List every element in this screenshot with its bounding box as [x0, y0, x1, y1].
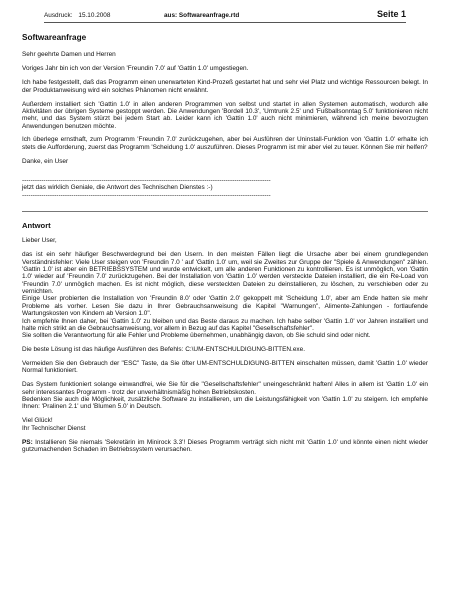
- ps-label: PS:: [22, 438, 33, 446]
- request-greeting: Sehr geehrte Damen und Herren: [22, 51, 116, 59]
- answer-paragraph: Das System funktioniert solange einwandfrei, wie Sie für die "Gesellschaftsfehler" uneingeschränkt haften! Alles in allem ist 'Gattin 1.0' ein sehr interessantes Programm - trotz der unverhältnismäßig hohen Betriebskosten. Bedenken Sie auch die Möglichkeit, zusätzliche Software zu installieren, um die Leistungsfähigkeit von 'Gattin 1.0' zu steigern. Ich empfehle Ihnen: 'Pralinen 2.1' und 'Blumen 5.0' in Deutsch.: [22, 381, 428, 411]
- request-paragraph: Ich überlege ernsthaft, zum Programm 'Freundin 7.0' zurückzugehen, aber bei Ausführen der Uninstall-Funktion von 'Gattin 1.0' erhalte ich stets die Aufforderung, zuerst das Programm 'Scheidung 1.0' auszuführen. Dieses Programm ist mir aber viel zu teuer. Können Sie mir helfen?: [22, 136, 428, 151]
- request-quote: jetzt das wirklich Geniale, die Antwort des Technischen Dienstes :-): [22, 184, 213, 192]
- request-paragraph: Ich habe festgestellt, daß das Programm einen unerwarteten Kind-Prozeß gestartet hat und sehr viel Platz und wichtige Ressourcen belegt. In der Produktanweisung wird ein solches Phänomen nicht erwähnt.: [22, 79, 428, 94]
- print-info: [44, 12, 110, 19]
- dash-line-top: --------------------------------------------------------------------------------------------------------------------: [22, 177, 271, 185]
- section-separator: [22, 211, 428, 212]
- request-paragraph: Außerdem installiert sich 'Gattin 1.0' in allen anderen Programmen von selbst und startet in allen Systemen automatisch, wodurch alle Aktivitäten der übrigen Systeme gestoppt werden. Die Anwendungen 'Bordell 10.3', 'Umtrunk 2.5' und 'Fußballsonntag 5.0' funktionieren nicht mehr, und das System stürzt bei jedem Start ab. Leider kann ich 'Gattin 1.0' auch nicht minimieren, während ich meine bevorzugten Anwendungen benutzen möchte.: [22, 100, 428, 130]
- postscript: [22, 439, 428, 454]
- print-label: Ausdruck:: [44, 12, 73, 19]
- request-paragraphs: [22, 65, 428, 165]
- print-date: 15.10.2008: [78, 12, 111, 19]
- header-rule: [44, 22, 406, 23]
- request-paragraph: Danke, ein User: [22, 157, 69, 165]
- answer-greeting: Lieber User,: [22, 237, 57, 245]
- answer-paragraph: Die beste Lösung ist das häufige Ausführen des Befehls: C:\UM-ENTSCHULDIGUNG-BITTEN.exe.: [22, 346, 306, 354]
- document-body: [22, 30, 428, 460]
- page-number: Seite 1: [376, 9, 406, 19]
- request-paragraph: Voriges Jahr bin ich von der Version 'Freundin 7.0' auf 'Gattin 1.0' umgestiegen.: [22, 65, 249, 73]
- answer-paragraph: Vermeiden Sie den Gebrauch der "ESC" Taste, da Sie öfter UM-ENTSCHULDIGUNG-BITTEN einschalten müssen, damit 'Gattin 1.0' wieder Normal funktioniert.: [22, 360, 428, 375]
- ps-text: Installieren Sie niemals 'Sekretärin im Minirock 3.3'! Dieses Programm verträgt sich nicht mit 'Gattin 1.0' und könnte einen nicht wieder gutzumachenden Schaden im Betriebssystem verursachen.: [22, 438, 428, 453]
- page-header: [22, 0, 428, 22]
- answer-paragraphs: [22, 251, 428, 432]
- file-name: aus: Softwareanfrage.rtd: [164, 12, 240, 19]
- document-title: Softwareanfrage: [22, 33, 87, 42]
- dash-line-bottom: --------------------------------------------------------------------------------------------------------------------: [22, 191, 271, 199]
- answer-paragraph: Viel Glück! Ihr Technischer Dienst: [22, 417, 86, 432]
- answer-paragraph: das ist ein sehr häufiger Beschwerdegrund bei den Usern. In den meisten Fällen liegt die Ursache aber bei einem grundlegenden Verständnisfehler: Viele User steigen von 'Freundin 7.0 ' auf 'Gattin 1.0' um, weil sie Zweites zur Gruppe der "Spiele & Anwendungen" zählen. 'Gattin 1.0' ist aber ein BETRIEBSSYSTEM und wurde entwickelt, um alle anderen Funktionen zu kontrollieren. Es ist unmöglich, von 'Gattin 1.0' wieder auf 'Freundin 7.0' zurückzugehen. Bei der Installation von 'Gattin 1.0' werden versteckte Dateien installiert, die ein Re-Load von 'Freundin 7.0' unmöglich machen. Es ist nicht möglich, diese versteckten Dateien zu deinstallieren, zu löschen, zu verschieben oder zu vernichten. Einige User probierten die Installation von 'Freundin 8.0' oder 'Gattin 2.0' gekoppelt mit 'Scheidung 1.0', aber am Ende hatten sie mehr Probleme als vorher. Lesen Sie dazu in Ihrer Gebrauchsanweisung die Kapitel "Warnungen", Alimente-Zahlungen - fortlaufende Wartungskosten von Kindern ab Version 1.0". Ich empfehle Ihnen daher, bei 'Gattin 1.0' zu bleiben und das Beste daraus zu machen. Ich habe selber 'Gattin 1.0' vor Jahren installiert und halte mich strikt an die Gebrauchsanweisung, vor allem in Bezug auf das Kapitel "Gesellschaftsfehler". Sie sollten die Verantwortung für alle Fehler und Probleme übernehmen, unabhängig davon, ob Sie schuld sind oder nicht.: [22, 251, 428, 340]
- answer-heading: Antwort: [22, 221, 51, 231]
